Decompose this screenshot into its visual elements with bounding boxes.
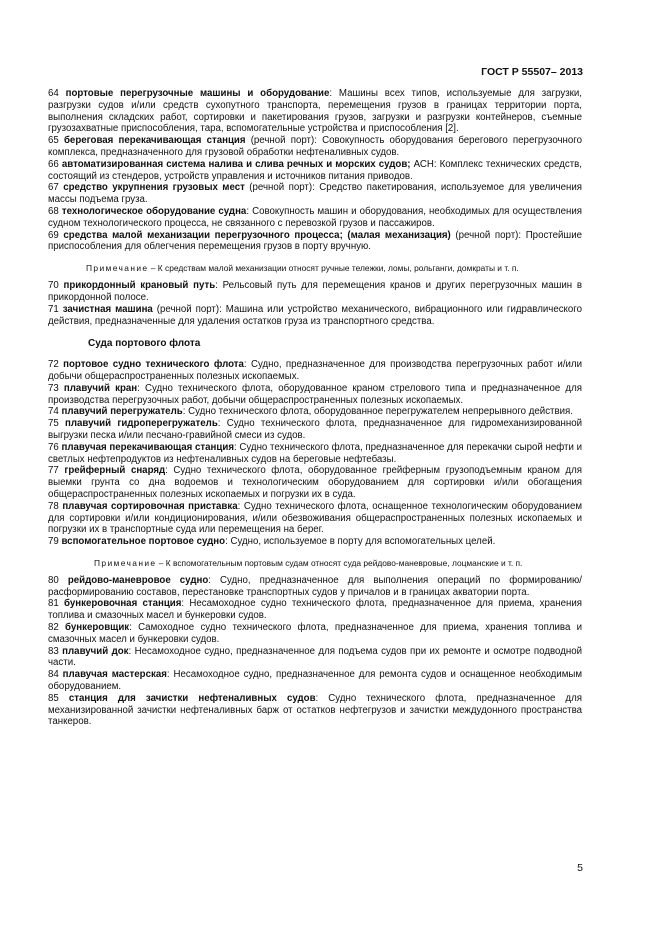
note-text: – К вспомогательным портовым судам относят суда рейдово-маневровые, лоцманские и т. п. [156,557,523,568]
entries-group-a [48,88,582,253]
entry-definition: : Судно технического флота, предназначенное для гидромеханизированной выгрузки песка и/или песчано-гравийной смеси из судов. [48,418,582,441]
term-entry [48,383,582,407]
entry-term: плавучий док [62,645,129,657]
term-entry [48,442,582,466]
entry-number: 65 [48,135,64,147]
entry-definition: : Машины всех типов, используемые для загрузки, разгрузки судов и/или средств сухопутного транспорта, перемещения грузов в границах территории порта, выполнения складских работ, сортировки и пакетирования грузов, загрузки и разгрузки контейнеров, съемные грузозахватные приспособления, тара, вспомогательные устройства и приспособления [2]. [48,88,582,135]
term-entry [48,206,582,230]
entry-definition: : Судно, предназначенное для производства перегрузочных работ и/или добычи общераспространенных полезных ископаемых. [48,359,582,382]
term-entry [48,465,582,500]
entry-number: 85 [48,692,69,704]
entry-number: 80 [48,574,68,586]
entry-term: плавучий перегружатель [61,406,183,418]
note-label: Примечание [94,557,157,568]
entry-term: грейферный снаряд [64,465,166,477]
entry-definition: : Судно технического флота, оборудованное грейферным грузоподъемным краном для выемки грунта со дна водоемов и технологическим оборудованием для сортировки и/или обогащения общераспространенных полезных ископаемых и погрузки их в суда. [48,465,582,500]
section-heading: Суда портового флота [88,338,201,350]
entry-number: 70 [48,280,64,292]
entry-number: 78 [48,500,63,512]
entry-term: плавучая перекачивающая станция [61,441,234,453]
term-entry [48,418,582,442]
entry-term: портовое судно технического флота [63,359,244,371]
entry-term: плавучий гидроперегружатель [65,418,218,430]
entry-definition: : Совокупность машин и оборудования, необходимых для осуществления судном технологического процесса, не связанного с перевозкой грузов и пассажиров. [48,205,583,229]
note-label: Примечание [86,263,149,274]
page-number: 5 [577,862,583,874]
term-entry [48,406,582,418]
entry-definition: : Судно технического флота, предназначенное для механизированной зачистки нефтеналивных барж от остатков нефтегрузов и зачистки междудонного пространства танкеров. [48,692,582,728]
entry-term: рейдово-маневровое судно [67,574,209,586]
entry-number: 69 [48,229,64,241]
entry-number: 79 [48,536,62,548]
entry-definition: : Несамоходное судно технического флота, предназначенное для приема, хранения топлива и смазочных масел и бункеровки судов. [48,598,583,622]
term-entry [48,159,582,183]
term-entry [48,536,582,548]
entry-number: 67 [48,182,64,194]
entry-term: береговая перекачивающая станция [63,135,246,147]
entry-number: 73 [48,382,64,394]
entry-number: 77 [48,465,65,477]
document-standard-id: ГОСТ Р 55507– 2013 [481,66,583,78]
entry-definition: : Судно, используемое в порту для вспомогательных целей. [225,536,496,548]
entry-number: 71 [48,303,63,315]
entry-number: 82 [48,622,66,634]
entry-definition: : Судно технического флота, оборудованное перегружателем непрерывного действия. [182,406,573,418]
entry-definition: : Самоходное судно технического флота, предназначенное для приема, хранения топлива и смазочных масел и бункеровки судов. [48,622,583,645]
term-entry [48,280,582,304]
entry-definition: : Судно, предназначенное для выполнения операций по формированию/расформированию составов, перестановке транспортных судов у причалов и в границах акватории порта. [48,574,582,598]
entry-term: вспомогательное портовое судно [61,536,226,548]
term-entry [48,669,582,693]
entry-term: технологическое оборудование судна [61,205,247,217]
entry-number: 81 [48,598,65,610]
entry-number: 66 [48,158,62,170]
entry-number: 76 [48,441,62,453]
term-entry [48,693,582,728]
term-entry [48,622,582,646]
note-2 [48,558,582,569]
entry-term: портовые перегрузочные машины и оборудование [65,88,330,99]
entry-definition: АСН: Комплекс технических средств, состоящий из стендеров, устройств управления и источников питания приводов. [48,158,582,182]
term-entry [48,501,582,536]
entry-term: средства малой механизации перегрузочного процесса; (малая механизация) [63,229,451,241]
entry-number: 68 [48,205,62,217]
entries-group-d [48,575,582,728]
term-entry [48,88,582,135]
entry-term: бункеровщик [65,622,130,634]
entry-definition: : Судно технического флота, оснащенное технологическим оборудованием для сортировки и/или кондиционирования, и/или обезвоживания общераспространенных полезных ископаемых и погрузки их в транспортные суда или перемещения на берег. [48,500,582,536]
note-1 [48,263,582,274]
entry-term: станция для зачистки нефтеналивных судов [68,692,316,704]
entry-term: бункеровочная станция [64,598,182,610]
entry-number: 84 [48,669,63,681]
entry-number: 75 [48,418,66,430]
entry-definition: (речной порт): Простейшие приспособления для облегчения перемещения грузов в порту вручную. [48,229,582,253]
term-entry [48,598,582,622]
entry-term: плавучая сортировочная приставка [62,500,238,512]
document-body [48,88,582,728]
term-entry [48,646,582,670]
entry-definition: : Судно технического флота, предназначенное для перекачки сырой нефти и светлых нефтепродуктов из нефтеналивных судов на береговые нефтебазы. [48,441,583,465]
term-entry [48,359,582,383]
entry-term: плавучая мастерская [62,669,167,681]
entry-definition: (речной порт): Машина или устройство механического, вибрационного или гидравлического действия, предназначенные для удаления остатков груза из транспортного средства. [48,303,583,327]
entry-term: автоматизированная система налива и слива речных и морских судов; [61,158,411,170]
entry-definition: (речной порт): Средство пакетирования, используемое для увеличения массы подъема груза. [48,182,582,206]
entry-number: 64 [48,88,66,99]
entry-term: прикордонный крановый путь [63,280,216,292]
term-entry [48,182,582,206]
entries-group-c [48,359,582,548]
entry-number: 72 [48,359,64,371]
entry-definition: (речной порт): Совокупность оборудования берегового перегрузочного комплекса, предназначенного для грузовой обработки нефтеналивных судов. [48,135,582,158]
entries-group-b [48,280,582,327]
entry-number: 83 [48,645,63,657]
entry-term: плавучий кран [63,382,138,394]
entry-definition: : Судно технического флота, оборудованное краном стрелового типа и предназначенное для производства перегрузочных работ, добычи общераспространенных полезных ископаемых. [48,382,582,406]
entry-term: зачистная машина [62,303,153,315]
entry-term: средство укрупнения грузовых мест [63,182,245,194]
term-entry [48,304,582,328]
term-entry [48,575,582,599]
entry-definition: : Несамоходное судно, предназначенное для подъема судов при их ремонте и осмотре подводной части. [48,645,582,669]
term-entry [48,135,582,159]
note-text: – К средствам малой механизации относят ручные тележки, ломы, рольганги, домкраты и т. п. [148,263,519,274]
term-entry [48,230,582,254]
entry-definition: : Несамоходное судно, предназначенное для ремонта судов и оснащенное необходимым оборудованием. [48,669,582,693]
entry-number: 74 [48,406,62,418]
entry-definition: : Рельсовый путь для перемещения кранов и других перегрузочных машин в прикордонной полосе. [48,280,583,303]
